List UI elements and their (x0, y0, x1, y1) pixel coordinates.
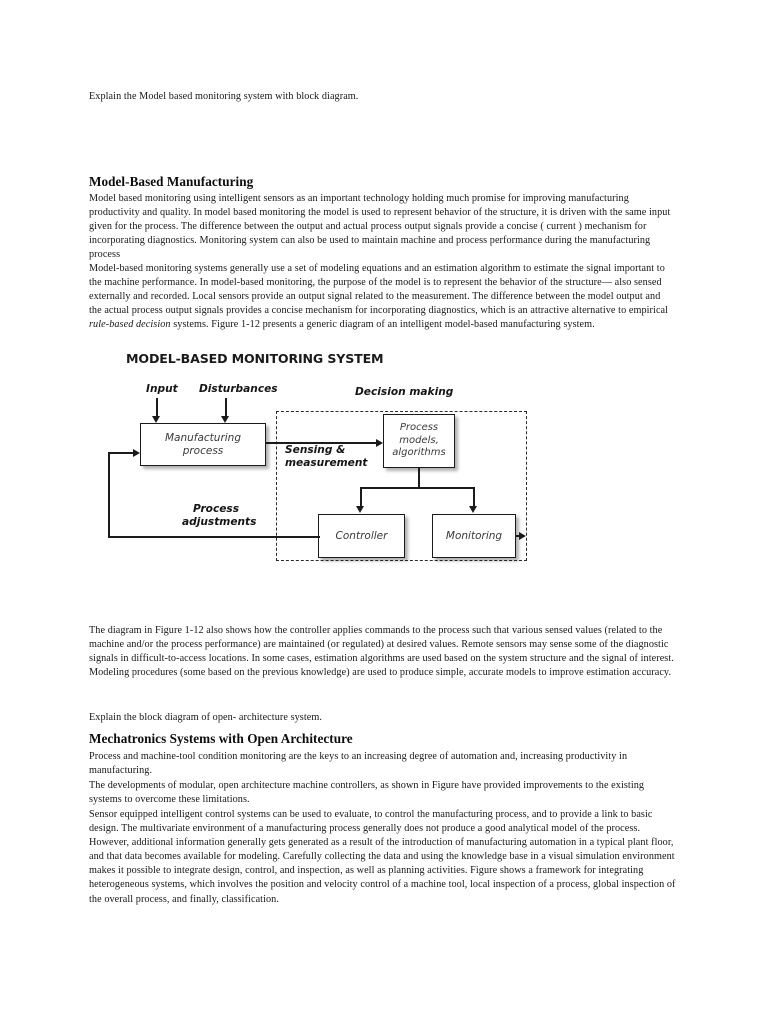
paragraph-4 (89, 750, 677, 778)
label-sensing-line1: Sensing & (285, 444, 346, 456)
arrow-disturbances-head (221, 416, 229, 423)
box-manufacturing-process (140, 423, 266, 466)
box-controller: Controller (318, 514, 405, 558)
paragraph-4-text: Process and machine-tool condition monitoring are the keys to an increasing degree of automation and, increasing productivity in manufacturing. (89, 751, 628, 777)
label-decision-making: Decision making (355, 386, 454, 398)
feedback-top-line (108, 452, 136, 454)
split-bar (360, 487, 474, 489)
diagram-title: MODEL-BASED MONITORING SYSTEM (126, 351, 384, 366)
paragraph-2 (89, 262, 675, 332)
box-process-models-label (392, 422, 445, 460)
paragraph-6-text: Sensor equipped intelligent control systems can be used to evaluate, to control the manufacturing process, and to provide a link to basic design. The multivariate environment of a manufacturing process generally does not produce a good analytical model of the process. However, additional information generally gets generated as a result of the introduction of manufacturing automation in a typical plant floor, and that data becomes available for modeling. Carefully collecting the data and using the knowledge base in a visual simulation environment makes it possible to integrate design, control, and inspection, as well as planning activities. Figure shows a framework for integrating heterogeneous systems, which involves the position and velocity control of a machine tool, local inspection of a process, global inspection of the overall process, and finally, classification. (89, 809, 676, 905)
prompt-1-text: Explain the Model based monitoring system with block diagram. (89, 91, 359, 102)
arrow-to-monitoring-line (473, 487, 475, 507)
paragraph-5-text: The developments of modular, open architecture machine controllers, as shown in Figure have provided improvements to the existing systems to overcome these limitations. (89, 780, 645, 806)
paragraph-6 (89, 808, 677, 907)
paragraph-1-text: Model based monitoring using intelligent sensors as an important technology holding much promise for improving manufacturing productivity and quality. In model based monitoring the model is used to represent behavior of the structure, it is driven with the same input given for the process. The difference between the output and actual process output signals provide a concise ( current ) mechanism for incorporating diagnostics. Monitoring system can also be used to maintain machine and process performance during the manufacturing process (89, 193, 671, 261)
section-heading-model-based-manufacturing: Model-Based Manufacturing (89, 174, 254, 189)
prompt-line-2 (89, 711, 689, 725)
decision-making-region (276, 411, 527, 561)
paragraph-1 (89, 192, 675, 262)
paragraph-5 (89, 779, 677, 807)
models-line1: Process (399, 422, 439, 434)
feedback-arrow-head (133, 449, 140, 457)
label-process-adjustments-line1: Process (193, 503, 240, 515)
arrow-disturbances-line (225, 398, 227, 417)
prompt-line-1 (89, 90, 689, 104)
paragraph-2-italic-term: rule-based decision (89, 319, 171, 331)
paragraph-2-part-b: systems. Figure 1-12 presents a generic diagram of an intelligent model-based manufacturing system. (170, 319, 595, 331)
label-disturbances: Disturbances (199, 383, 278, 395)
manufacturing-line1: Manufacturing (164, 431, 242, 444)
models-line3: algorithms (392, 447, 446, 459)
box-process-models-algorithms (383, 414, 455, 468)
arrow-to-controller-line (360, 487, 362, 507)
split-stem (418, 468, 420, 488)
box-manufacturing-process-label (165, 432, 241, 458)
prompt-2-text: Explain the block diagram of open- architecture system. (89, 712, 322, 723)
paragraph-2-part-a: Model-based monitoring systems generally use a set of modeling equations and an estimation algorithm to estimate the signal important to the machine performance. In model-based monitoring, the purpose of the model is to represent the behavior of the structure— also sensed externally and recorded. Local sensors provide an output signal related to the measurement. The difference between the model output and the actual process output signals provides a concise mechanism for incorporating diagnostics, which is an attractive alternative to empirical (89, 263, 669, 317)
paragraph-3-text: The diagram in Figure 1-12 also shows how the controller applies commands to the process such that various sensed values (related to the machine and/or the process performance) are maintained (or regulated) at desired values. Remote sensors may sense some of the diagnostic signals in difficult-to-access locations. In some cases, estimation algorithms are used based on the system structure and the signal of interest. Modeling procedures (some based on the previous knowledge) are used to produce simple, accurate models to improve estimation accuracy. (89, 625, 674, 679)
feedback-bottom-line (108, 536, 320, 538)
paragraph-3 (89, 624, 677, 680)
arrow-to-monitoring-head (469, 506, 477, 513)
box-monitoring: Monitoring (432, 514, 516, 558)
arrow-to-controller-head (356, 506, 364, 513)
label-input: Input (146, 383, 178, 395)
label-sensing-line2: measurement (285, 457, 368, 469)
arrow-input-head (152, 416, 160, 423)
models-line2: models, (399, 434, 439, 446)
feedback-left-line (108, 452, 110, 537)
paragraph-2-text (89, 262, 675, 332)
section-heading-mechatronics-open-architecture: Mechatronics Systems with Open Architecture (89, 731, 353, 746)
arrow-monitoring-output-line (516, 535, 524, 537)
label-process-adjustments-line2: adjustments (182, 516, 257, 528)
arrow-sensing-head (376, 439, 383, 447)
arrow-input-line (156, 398, 158, 417)
arrow-monitoring-output-head (519, 532, 526, 540)
arrow-sensing-line (266, 442, 378, 444)
manufacturing-line2: process (182, 444, 224, 457)
